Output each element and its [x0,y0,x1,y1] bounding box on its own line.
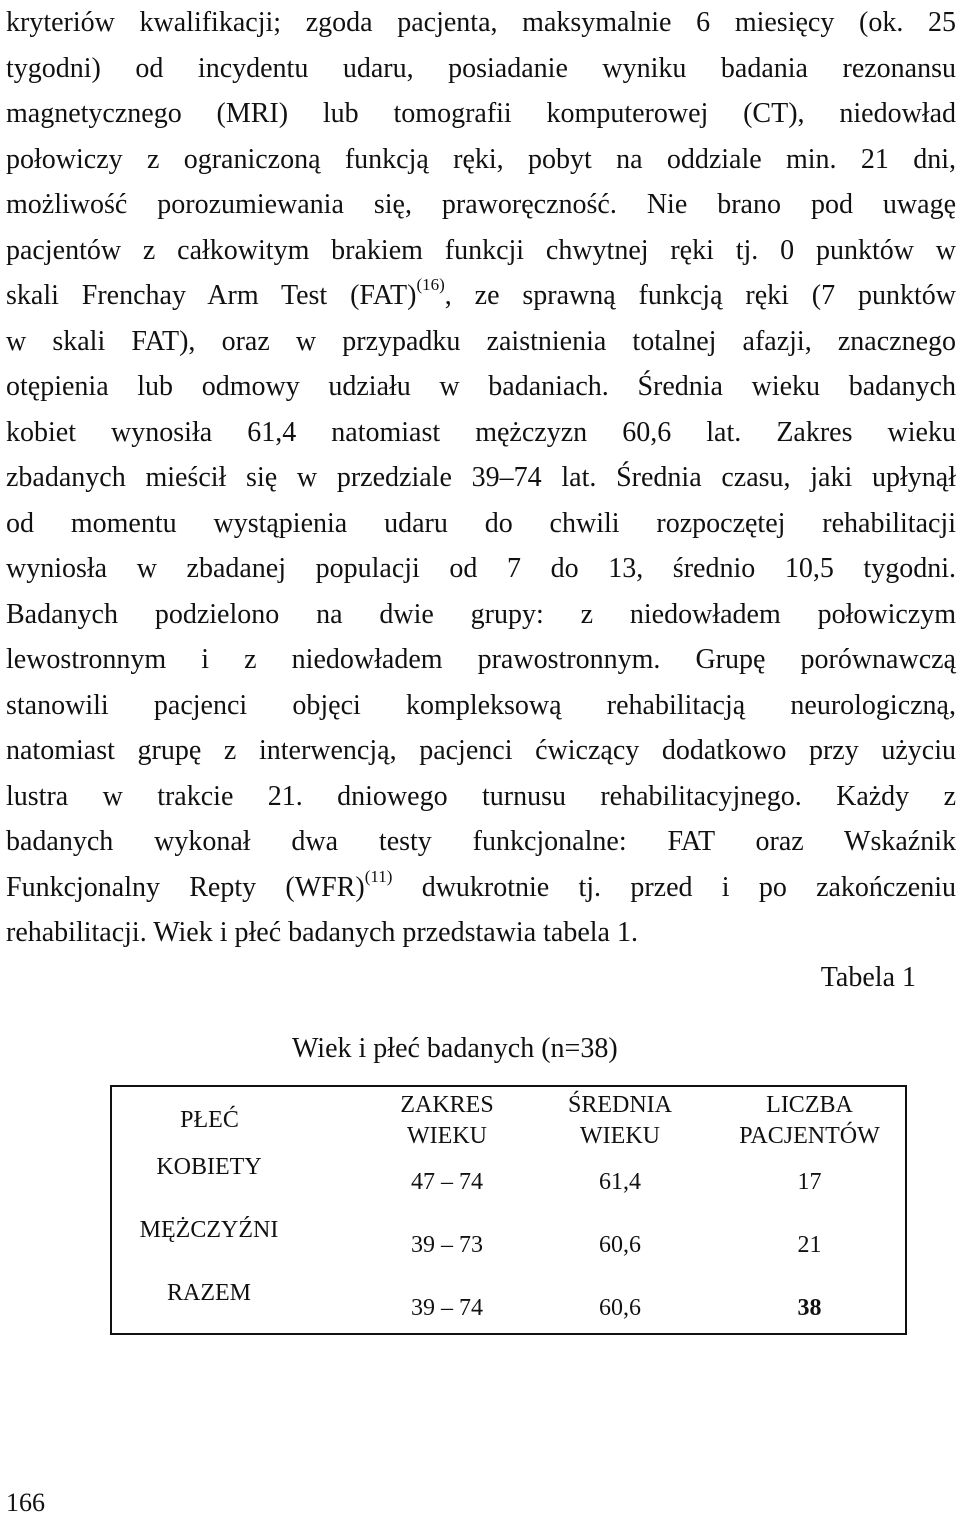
paragraph-line: wyniosła w zbadanej populacji od 7 do 13, średnio 10,5 tygodni. [6,553,956,584]
header-liczba-pacjentow [722,1090,897,1152]
body-paragraph [6,0,956,956]
paragraph-line: kryteriów kwalifikacji; zgoda pacjenta, maksymalnie 6 miesięcy (ok. 25 [6,7,956,38]
cell-count: 17 [797,1169,822,1195]
paragraph-line: w skali FAT), oraz w przypadku zaistnienia totalnej afazji, znacznego [6,325,956,357]
paragraph-line: magnetycznego (MRI) lub tomografii komputerowej (CT), niedowład [6,98,956,129]
paragraph-line: od momentu wystąpienia udaru do chwili rozpoczętej rehabilitacji [6,507,956,539]
table-title: Wiek i płeć badanych (n=38) [292,1033,618,1064]
paragraph-line: kobiet wynosiła 61,4 natomiast mężczyzn 60,6 lat. Zakres wieku [6,416,956,448]
cell-range: 47 – 74 [411,1169,483,1195]
header-line: ZAKRES [400,1092,494,1118]
paragraph-line: pacjentów z całkowitym brakiem funkcji chwytnej ręki tj. 0 punktów w [6,234,956,266]
paragraph-line: lewostronnym i z niedowładem prawostronnym. Grupę porównawczą [6,644,956,675]
row-label-razem: RAZEM [167,1280,251,1306]
cell-mean: 61,4 [599,1169,641,1195]
row-label-mezczyzni: MĘŻCZYŹNI [139,1217,279,1243]
paragraph-line: tygodni) od incydentu udaru, posiadanie wyniku badania rezonansu [6,52,956,84]
cell-mean: 60,6 [599,1295,641,1321]
data-table [110,1085,907,1335]
cell-count: 21 [797,1232,822,1258]
paragraph-line: połowiczy z ograniczoną funkcją ręki, pobyt na oddziale min. 21 dni, [6,143,956,175]
citation-superscript: (11) [364,866,393,886]
text-fragment: Funkcjonalny Repty (WFR) [6,871,365,903]
header-line: WIEKU [580,1123,660,1149]
cell-range: 39 – 74 [411,1295,483,1321]
citation-superscript: (16) [416,275,445,294]
header-zakres-wieku [382,1090,512,1152]
paragraph-line: zbadanych mieścił się w przedziale 39–74 lat. Średnia czasu, jaki upłynął [6,462,956,493]
paragraph-line: możliwość porozumiewania się, praworęczność. Nie brano pod uwagę [6,189,956,220]
table-caption: Tabela 1 [820,962,916,993]
paragraph-line: lustra w trakcie 21. dniowego turnusu rehabilitacyjnego. Każdy z [6,780,956,812]
paragraph-line: otępienia lub odmowy udziału w badaniach. Średnia wieku badanych [6,371,956,402]
header-line: PACJENTÓW [739,1123,880,1149]
paragraph-line [6,865,956,911]
paragraph-line: Badanych podzielono na dwie grupy: z niedowładem połowiczym [6,598,956,630]
paragraph-line: stanowili pacjenci objęci kompleksową rehabilitacją neurologiczną, [6,689,956,721]
header-line: ŚREDNIA [567,1092,672,1118]
header-line: WIEKU [407,1123,487,1149]
header-line: LICZBA [766,1092,853,1118]
cell-range: 39 – 73 [411,1232,483,1258]
cell-count-total: 38 [797,1295,822,1321]
paragraph-line: rehabilitacji. Wiek i płeć badanych przedstawia tabela 1. [6,917,638,948]
paragraph-line: badanych wykonał dwa testy funkcjonalne: FAT oraz Wskaźnik [6,826,956,857]
header-plec: PŁEĆ [180,1107,239,1133]
cell-mean: 60,6 [599,1232,641,1258]
text-fragment: skali Frenchay Arm Test (FAT) [6,280,417,311]
paragraph-line [6,273,956,319]
text-fragment: dwukrotnie tj. przed i po zakończeniu [392,871,956,903]
header-srednia-wieku [545,1090,695,1152]
text-fragment: , ze sprawną funkcją ręki (7 punktów [444,280,956,311]
paragraph-line: natomiast grupę z interwencją, pacjenci ćwiczący dodatkowo przy użyciu [6,735,956,766]
row-label-kobiety: KOBIETY [156,1154,262,1180]
page-number: 166 [6,1488,45,1517]
